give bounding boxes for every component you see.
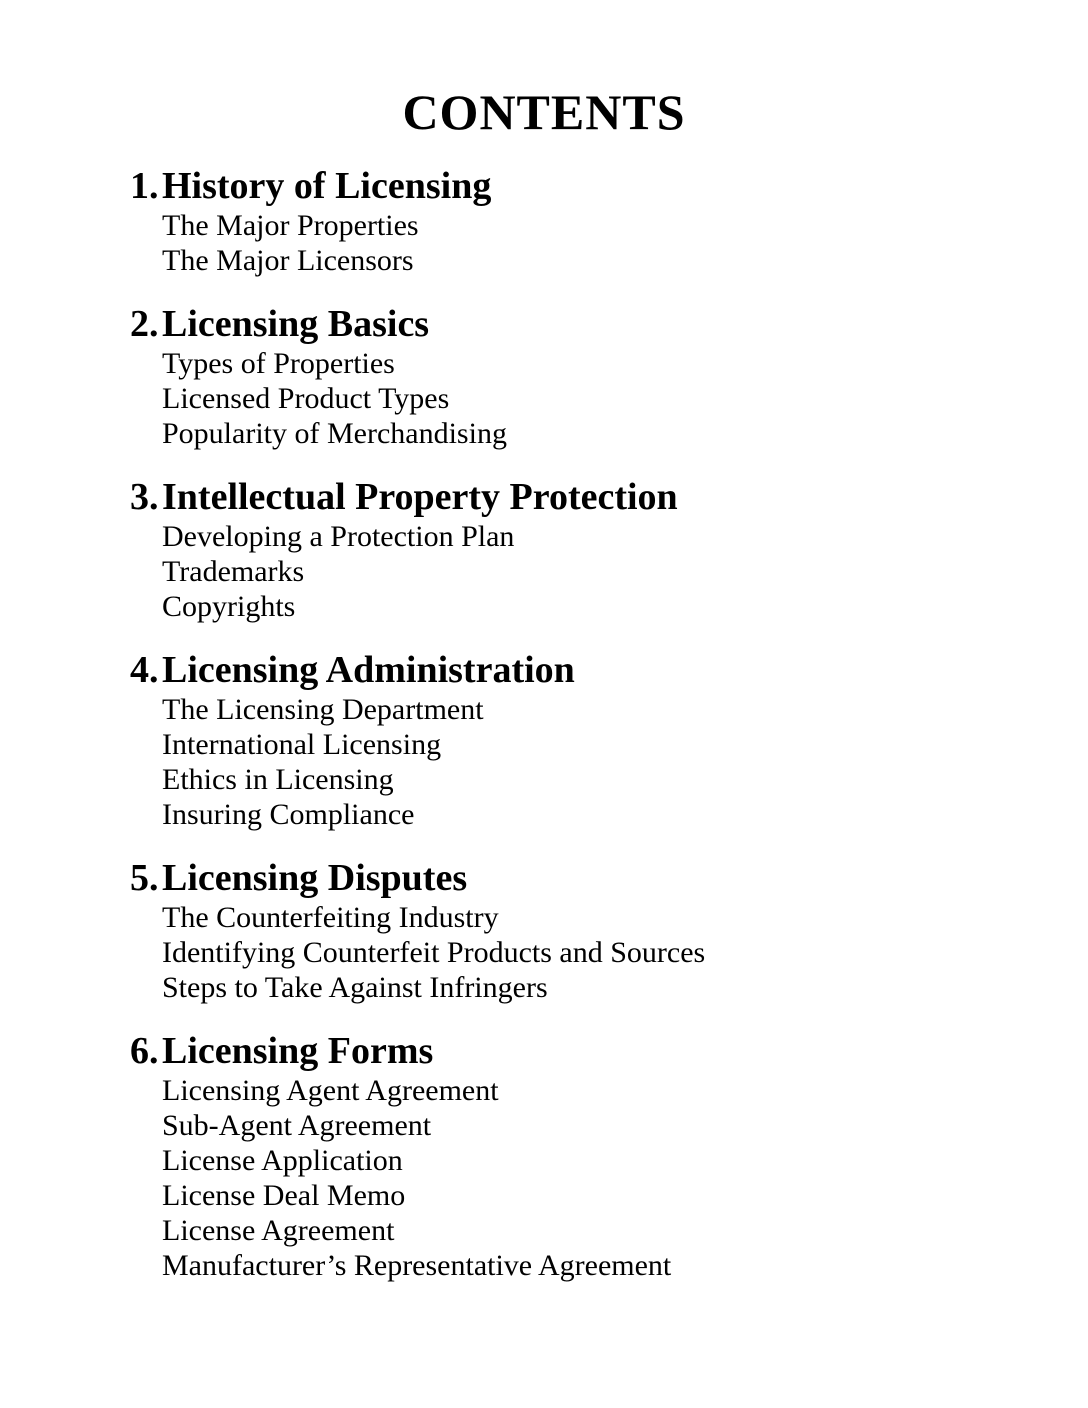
section-items [130, 208, 1008, 278]
toc-section [130, 164, 1008, 278]
section-title: Licensing Administration [162, 649, 575, 691]
toc-section [130, 302, 1008, 451]
section-title: Licensing Disputes [162, 857, 468, 899]
section-number: 1. [130, 165, 159, 207]
toc-item: International Licensing [162, 728, 442, 761]
toc-item: Manufacturer’s Representative Agreement [162, 1249, 672, 1282]
section-title: Intellectual Property Protection [162, 476, 678, 518]
toc-section [130, 648, 1008, 832]
toc-item: Insuring Compliance [162, 798, 415, 831]
toc-item: License Deal Memo [162, 1179, 406, 1212]
toc-item: Identifying Counterfeit Products and Sources [162, 936, 706, 969]
toc-section [130, 1029, 1008, 1283]
section-heading [130, 475, 1008, 519]
toc-item: Licensing Agent Agreement [162, 1074, 499, 1107]
section-heading [130, 648, 1008, 692]
toc-sections [0, 164, 1088, 1283]
section-items [130, 900, 1008, 1005]
toc-item: Sub-Agent Agreement [162, 1109, 432, 1142]
toc-item: Licensed Product Types [162, 382, 450, 415]
section-number: 5. [130, 857, 159, 899]
toc-section [130, 856, 1008, 1005]
toc-item: Trademarks [162, 555, 305, 588]
section-items [130, 346, 1008, 451]
toc-item: The Major Properties [162, 209, 419, 242]
section-heading [130, 302, 1008, 346]
toc-item: Popularity of Merchandising [162, 417, 507, 450]
section-title: Licensing Forms [162, 1030, 434, 1072]
toc-item: License Application [162, 1144, 403, 1177]
section-title: History of Licensing [162, 165, 492, 207]
section-title: Licensing Basics [162, 303, 430, 345]
section-items [130, 1073, 1008, 1283]
section-items [130, 519, 1008, 624]
toc-item: Steps to Take Against Infringers [162, 971, 548, 1004]
section-heading [130, 164, 1008, 208]
page-title: CONTENTS [402, 84, 686, 140]
section-number: 2. [130, 303, 159, 345]
section-items [130, 692, 1008, 832]
toc-item: The Counterfeiting Industry [162, 901, 499, 934]
toc-section [130, 475, 1008, 624]
toc-item: Copyrights [162, 590, 296, 623]
section-number: 3. [130, 476, 159, 518]
section-number: 4. [130, 649, 159, 691]
section-heading [130, 1029, 1008, 1073]
toc-item: The Major Licensors [162, 244, 414, 277]
section-heading [130, 856, 1008, 900]
toc-item: License Agreement [162, 1214, 395, 1247]
toc-item: The Licensing Department [162, 693, 484, 726]
toc-item: Ethics in Licensing [162, 763, 394, 796]
toc-item: Types of Properties [162, 347, 395, 380]
section-number: 6. [130, 1030, 159, 1072]
toc-item: Developing a Protection Plan [162, 520, 515, 553]
